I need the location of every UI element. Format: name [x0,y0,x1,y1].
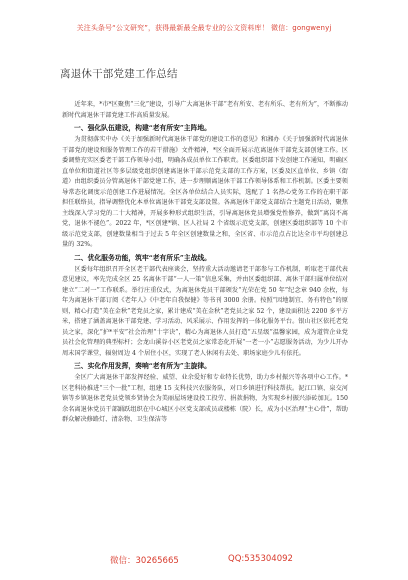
document-body [62,100,348,426]
bottom-footer [0,548,408,572]
top-banner [0,0,408,34]
footer-wechat: 微信：30265665 [110,556,179,566]
section-heading: 二、优化服务功能，筑牢“老有所乐”主战线。 [74,253,211,262]
document-title: 离退休干部党建工作总结 [60,68,178,80]
body-paragraph: 为贯彻落实中办《关于加强新时代离退休干部党的建设工作的意见》和湘办《关于加强新时代离退休干部党的建设和服务管理工作的若干措施》文件精神，*区全面开展示范离退休干部党支部创建工作。区委调整充实区委老干部工作领导小组，明确各成员单位工作职责。区委组织部下发创建工作通知，明确区直单位和街道社区等多层级党组织创建离退休干部示范党支部的工作方案，区委及区直单位、乡镇（街道）由组织委员分管离退休干部党建工作，进一步理顺离退休干部工作领导体系和工作机制。区委主要领导常态化调度示范创建工作进展情况。全区各单位结合人员实际，选配了 1 名热心党务工作的在职干部担任联络员，指导调整优化本单位离退休干部党支部设置。各离退休干部党支部结合主题党日活动，聚焦主线深入学习党的二十大精神，开展多种形式组织生活，引导离退休党员增强党性修养，做到“离岗不离党，退休不褪色”。2022 年，*区创建*镇、区人社局 2 个省级示范党支部，创建区委组织部等 10 个市级示范党支部，创建数量相当于过去 5 年全区创建数量之和，全区省、市示范点占比达全市平均创建总量的 32%。 [62,136,348,248]
section-heading: 一、强化队伍建设，构建“老有所安”主阵地。 [74,124,211,132]
footer-qq: QQ:535304092 [228,554,293,564]
section-heading: 三、实化作用发挥，奏响“老有所为”主旋律。 [74,362,211,370]
body-paragraph: 近年来，*市*区聚焦“三化”建设，引导广大离退休干部“老有所安、老有所乐、老有所为”，不断推动新时代离退休干部党建工作高质量发展。 [62,101,348,119]
banner-text: 关注头条号“公文研究”，获得最新最全最专业的公文资料库！ 微信：gongwenyj [76,24,332,32]
body-paragraph: 全区广大离退休干部发挥经验、威望、业余爱好和专业特长优势，助力乡村振兴等各项中心工作。*区老科协推进“三个一批”工程，组建 15 支科技兴农服务队，对口乡镇进行科技帮扶。泥江口镇、泉交河镇等乡镇退休老党员党领乡贤协会为美丽屋场建设投工投劳、捐款捐物，为实现乡村振兴添砖加瓦。150 余名离退休党员干部踊跃组织在中心城区小区党支部成员或楼栋（院）长，成为小区治理“主心骨”，帮助群众解决修路灯、清杂物、卫生保洁等 [62,374,348,423]
body-paragraph: 区委每年组织召开全区老干部代表座谈会，坚持重大活动邀请老干部参与工作机制，听取老干部代表意见建议，率先完成全区 25 名离休干部“一人一策”信息采集，并由区委组织部、离休干部归属单位结对建立“二对一”工作联系。举行庄重仪式，为离退休党员干部颁发“光荣在党 50 年”纪念章 940 余枚，每年为离退休干部订阅《老年人》《中老年自我保健》等书刊 3000 余册。按照“因地制宜、务有特色”的原则，精心打造“美在金秋”老党员之家，累计建成“美在金秋”老党员之家 52 个，建设面积达 2200 多平方米，搭建了涵盖离退休干部党建、学习活动、风采展示、作用发挥的一体化服务平台。银山社区依托老党员之家，深化“护*平安”社会治理“十字诀”，精心为离退休人员打造“五星级”温馨家园，成为道管企业党员社会化管理的典型标杆；会龙山溪谷小区老党员之家常态化开展“一老一小”志愿服务活动，为少儿开办周末国学课堂，辐射周边 4 个居住小区，实现了老人休闲有去处、职场家庭少儿有依托。 [62,265,348,357]
